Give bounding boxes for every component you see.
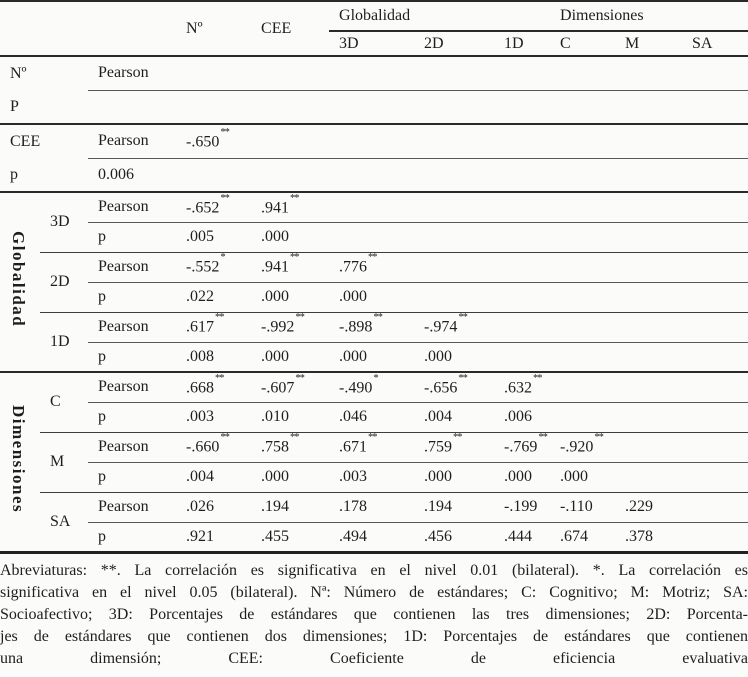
significance-marker: ** xyxy=(373,312,382,324)
empty-cell xyxy=(615,282,682,312)
col-header-2d: 2D xyxy=(414,31,494,56)
value-cell xyxy=(494,492,550,522)
correlation-value: .776 xyxy=(339,258,368,276)
significance-marker: * xyxy=(220,252,225,264)
correlation-value: .003 xyxy=(339,468,368,485)
empty-cell xyxy=(329,192,414,222)
stat-label-pearson: Pearson xyxy=(88,124,176,158)
empty-cell xyxy=(494,342,550,372)
empty-cell xyxy=(329,222,414,252)
correlation-value: .000 xyxy=(261,468,290,485)
empty-cell xyxy=(550,222,615,252)
value-cell xyxy=(494,402,550,432)
empty-cell xyxy=(682,402,748,432)
stat-label-p: p xyxy=(88,522,176,552)
stat-label-p: p xyxy=(88,462,176,492)
empty-cell xyxy=(494,312,550,342)
value-cell xyxy=(329,372,414,402)
empty-cell xyxy=(494,90,550,124)
value-cell xyxy=(251,462,329,492)
block-cee xyxy=(0,124,748,192)
stat-label-pearson: Pearson xyxy=(88,56,176,90)
empty-cell xyxy=(329,56,414,90)
empty-cell xyxy=(615,158,682,192)
correlation-value: .921 xyxy=(186,527,215,545)
empty-cell xyxy=(682,56,748,90)
correlation-value: .444 xyxy=(504,527,533,545)
empty-cell xyxy=(615,462,682,492)
significance-marker: ** xyxy=(290,252,299,264)
correlation-value: -.652 xyxy=(186,198,220,216)
empty-cell xyxy=(414,192,494,222)
empty-cell xyxy=(615,124,682,158)
significance-marker: ** xyxy=(220,126,229,138)
block-globalidad xyxy=(0,192,748,372)
value-cell xyxy=(550,432,615,462)
col-header-3d: 3D xyxy=(329,31,414,56)
correlation-value: .026 xyxy=(186,498,215,515)
empty-cell xyxy=(414,222,494,252)
empty-cell xyxy=(682,462,748,492)
empty-cell xyxy=(550,402,615,432)
value-cell xyxy=(550,492,615,522)
correlation-value: .003 xyxy=(186,408,215,425)
value-cell xyxy=(176,124,251,158)
group-header-globalidad: Globalidad xyxy=(329,1,550,31)
value-cell xyxy=(176,222,251,252)
row-label-n xyxy=(0,56,88,124)
empty-cell xyxy=(550,90,615,124)
correlation-value: .229 xyxy=(625,498,654,515)
sub-label-c: C xyxy=(40,372,88,432)
value-cell xyxy=(251,372,329,402)
empty-cell xyxy=(682,312,748,342)
empty-cell xyxy=(494,192,550,222)
row-label-line: Nº xyxy=(10,65,27,82)
significance-marker: * xyxy=(373,372,378,384)
correlation-value: .632 xyxy=(504,378,533,396)
empty-cell xyxy=(494,282,550,312)
correlation-value: .000 xyxy=(504,468,533,485)
stat-label-p: p xyxy=(88,402,176,432)
sub-label-2d: 2D xyxy=(40,252,88,312)
sub-label-1d: 1D xyxy=(40,312,88,372)
correlation-value: .000 xyxy=(560,468,589,485)
value-cell xyxy=(176,252,251,282)
empty-cell xyxy=(615,312,682,342)
stat-label-pearson: Pearson xyxy=(88,252,176,282)
empty-cell xyxy=(329,90,414,124)
value-cell xyxy=(176,312,251,342)
footnote-line: significativa en el nivel 0.05 (bilateral). Nª: Número de estándares; C: Cognitivo; M: Motriz; SA: xyxy=(0,583,748,601)
correlation-value: .758 xyxy=(261,438,290,456)
value-cell xyxy=(414,312,494,342)
stat-label-p: 0.006 xyxy=(88,158,176,192)
correlation-value: .000 xyxy=(261,288,290,305)
correlation-value: .004 xyxy=(424,408,453,425)
empty-cell xyxy=(550,252,615,282)
correlation-value: -.490 xyxy=(339,378,373,396)
value-cell xyxy=(414,372,494,402)
correlation-value: -.656 xyxy=(424,378,458,396)
value-cell xyxy=(329,402,414,432)
correlation-value: .378 xyxy=(625,527,654,545)
correlation-value: .008 xyxy=(186,347,215,365)
row-label-line: P xyxy=(10,98,19,115)
correlation-value: -.920 xyxy=(560,438,594,456)
significance-marker: ** xyxy=(368,252,377,264)
stat-label-pearson: Pearson xyxy=(88,372,176,402)
value-cell xyxy=(329,522,414,552)
empty-cell xyxy=(615,342,682,372)
empty-cell xyxy=(682,252,748,282)
correlation-value: .005 xyxy=(186,228,215,245)
significance-marker: ** xyxy=(594,432,603,444)
correlation-value: -.898 xyxy=(339,318,373,336)
correlation-value: .022 xyxy=(186,288,215,305)
value-cell xyxy=(414,462,494,492)
value-cell xyxy=(251,252,329,282)
value-cell xyxy=(176,462,251,492)
significance-marker: ** xyxy=(290,192,299,204)
value-cell xyxy=(329,312,414,342)
value-cell xyxy=(329,492,414,522)
stat-label-p: p xyxy=(88,342,176,372)
value-cell xyxy=(251,222,329,252)
value-cell xyxy=(414,342,494,372)
col-header-1d: 1D xyxy=(494,31,550,56)
empty-cell xyxy=(176,56,251,90)
correlation-value: .178 xyxy=(339,498,368,515)
stat-label-pearson: Pearson xyxy=(88,312,176,342)
empty-cell xyxy=(615,222,682,252)
empty-cell xyxy=(550,124,615,158)
significance-marker: ** xyxy=(215,312,224,324)
significance-marker: ** xyxy=(458,312,467,324)
empty-cell xyxy=(176,158,251,192)
group-label-globalidad xyxy=(0,192,40,372)
empty-cell xyxy=(550,56,615,90)
empty-cell xyxy=(550,192,615,222)
correlation-value: .194 xyxy=(261,498,290,515)
value-cell xyxy=(615,522,682,552)
empty-cell xyxy=(682,282,748,312)
empty-cell xyxy=(615,402,682,432)
empty-cell xyxy=(615,372,682,402)
empty-cell xyxy=(550,158,615,192)
empty-cell xyxy=(494,124,550,158)
value-cell xyxy=(414,492,494,522)
stat-label-p xyxy=(88,90,176,124)
empty-cell xyxy=(682,342,748,372)
empty-cell xyxy=(682,192,748,222)
value-cell xyxy=(329,342,414,372)
value-cell xyxy=(176,282,251,312)
correlation-value: .941 xyxy=(261,198,290,216)
empty-cell xyxy=(682,158,748,192)
empty-cell xyxy=(615,432,682,462)
correlation-value: .046 xyxy=(339,408,368,425)
empty-cell xyxy=(414,252,494,282)
empty-cell xyxy=(414,90,494,124)
stat-label-pearson: Pearson xyxy=(88,192,176,222)
correlation-value: .759 xyxy=(424,438,453,456)
correlation-value: .617 xyxy=(186,318,215,336)
value-cell xyxy=(550,522,615,552)
empty-cell xyxy=(494,158,550,192)
stat-label-p: p xyxy=(88,222,176,252)
correlation-value: -.992 xyxy=(261,318,295,336)
correlation-value: .000 xyxy=(261,228,290,245)
value-cell xyxy=(414,432,494,462)
correlation-value: .000 xyxy=(424,468,453,485)
col-header-cee: CEE xyxy=(251,1,329,56)
empty-cell xyxy=(414,124,494,158)
value-cell xyxy=(176,372,251,402)
significance-marker: ** xyxy=(295,312,304,324)
significance-marker: ** xyxy=(533,372,542,384)
empty-cell xyxy=(550,372,615,402)
empty-cell xyxy=(550,282,615,312)
correlation-value: -.974 xyxy=(424,318,458,336)
value-cell xyxy=(494,462,550,492)
empty-cell xyxy=(494,252,550,282)
stat-label-pearson: Pearson xyxy=(88,492,176,522)
empty-cell xyxy=(414,56,494,90)
empty-cell xyxy=(329,124,414,158)
empty-cell xyxy=(682,432,748,462)
value-cell xyxy=(251,342,329,372)
significance-marker: ** xyxy=(453,432,462,444)
empty-cell xyxy=(251,90,329,124)
col-header-n: Nº xyxy=(176,1,251,56)
value-cell xyxy=(176,522,251,552)
value-cell xyxy=(251,402,329,432)
sub-label-3d: 3D xyxy=(40,192,88,252)
correlation-value: .941 xyxy=(261,258,290,276)
correlation-value: -.199 xyxy=(504,498,538,515)
correlation-value: .006 xyxy=(504,408,533,425)
value-cell xyxy=(251,522,329,552)
value-cell xyxy=(615,492,682,522)
empty-cell xyxy=(550,342,615,372)
value-cell xyxy=(329,432,414,462)
value-cell xyxy=(494,522,550,552)
col-header-c: C xyxy=(550,31,615,56)
correlation-value: -.650 xyxy=(186,132,220,150)
rotated-group-label: Dimensiones xyxy=(9,405,28,514)
value-cell xyxy=(251,492,329,522)
value-cell xyxy=(251,312,329,342)
value-cell xyxy=(251,282,329,312)
correlation-value: -.110 xyxy=(560,498,593,515)
empty-cell xyxy=(615,252,682,282)
empty-cell xyxy=(251,158,329,192)
significance-marker: ** xyxy=(458,372,467,384)
correlation-value: .000 xyxy=(339,347,368,365)
correlation-value: -.607 xyxy=(261,378,295,396)
correlation-value: .194 xyxy=(424,498,453,515)
correlation-value: .010 xyxy=(261,408,290,425)
empty-cell xyxy=(494,56,550,90)
footnote-line: Socioafectivo; 3D: Porcentajes de estándares que contienen las tres dimensiones; 2D: Porcenta- xyxy=(0,605,748,623)
correlation-value: .671 xyxy=(339,438,368,456)
empty-cell xyxy=(682,492,748,522)
sub-label-sa: SA xyxy=(40,492,88,552)
correlation-value: -.552 xyxy=(186,258,220,276)
footnote-line: jes de estándares que contienen dos dimensiones; 1D: Porcentajes de estándares que contienen xyxy=(0,627,748,645)
block-dimensiones xyxy=(0,372,748,552)
value-cell xyxy=(494,372,550,402)
row-label-line: p xyxy=(10,166,18,183)
correlation-value: -.769 xyxy=(504,438,538,456)
row-label-cee xyxy=(0,124,88,192)
sub-label-m: M xyxy=(40,432,88,492)
significance-marker: ** xyxy=(220,192,229,204)
value-cell xyxy=(251,432,329,462)
empty-cell xyxy=(615,56,682,90)
empty-cell xyxy=(682,522,748,552)
significance-marker: ** xyxy=(215,372,224,384)
empty-cell xyxy=(251,124,329,158)
value-cell xyxy=(176,192,251,222)
empty-cell xyxy=(329,158,414,192)
col-header-sa: SA xyxy=(682,31,748,56)
value-cell xyxy=(414,522,494,552)
correlation-value: .000 xyxy=(339,288,368,305)
footnote-line: Abreviaturas: **. La correlación es significativa en el nivel 0.01 (bilateral). *. La correlación es xyxy=(0,561,748,579)
empty-cell xyxy=(494,222,550,252)
empty-cell xyxy=(414,158,494,192)
value-cell xyxy=(494,432,550,462)
correlation-value: .456 xyxy=(424,527,453,545)
group-header-dimensiones: Dimensiones xyxy=(550,1,748,31)
empty-cell xyxy=(615,90,682,124)
footnote xyxy=(0,560,748,670)
correlation-value: .494 xyxy=(339,527,368,545)
empty-cell xyxy=(615,192,682,222)
footnote-line: una dimensión; CEE: Coeficiente de eficiencia evaluativa xyxy=(0,649,748,667)
value-cell xyxy=(550,462,615,492)
value-cell xyxy=(251,192,329,222)
value-cell xyxy=(176,432,251,462)
correlation-value: .004 xyxy=(186,468,215,485)
empty-cell xyxy=(550,312,615,342)
empty-cell xyxy=(682,222,748,252)
value-cell xyxy=(176,402,251,432)
empty-cell xyxy=(682,90,748,124)
empty-cell xyxy=(682,124,748,158)
significance-marker: ** xyxy=(368,432,377,444)
correlation-value: .674 xyxy=(560,527,589,545)
rotated-group-label: Globalidad xyxy=(9,231,28,328)
table-header xyxy=(0,1,748,56)
value-cell xyxy=(329,252,414,282)
significance-marker: ** xyxy=(295,372,304,384)
header-empty-cell xyxy=(0,1,176,56)
group-label-dimensiones xyxy=(0,372,40,552)
empty-cell xyxy=(414,282,494,312)
empty-cell xyxy=(251,56,329,90)
stat-label-pearson: Pearson xyxy=(88,432,176,462)
value-cell xyxy=(176,492,251,522)
significance-marker: ** xyxy=(290,432,299,444)
row-label-line: CEE xyxy=(10,133,41,150)
significance-marker: ** xyxy=(220,432,229,444)
value-cell xyxy=(414,402,494,432)
correlation-value: .668 xyxy=(186,378,215,396)
col-header-m: M xyxy=(615,31,682,56)
correlation-value: .455 xyxy=(261,527,290,545)
empty-cell xyxy=(682,372,748,402)
block-n xyxy=(0,56,748,124)
empty-cell xyxy=(176,90,251,124)
value-cell xyxy=(176,342,251,372)
value-cell xyxy=(329,282,414,312)
correlation-value: -.660 xyxy=(186,438,220,456)
value-cell xyxy=(329,462,414,492)
correlation-value: .000 xyxy=(261,347,290,365)
correlation-value: .000 xyxy=(424,347,453,365)
significance-marker: ** xyxy=(538,432,547,444)
stat-label-p: p xyxy=(88,282,176,312)
